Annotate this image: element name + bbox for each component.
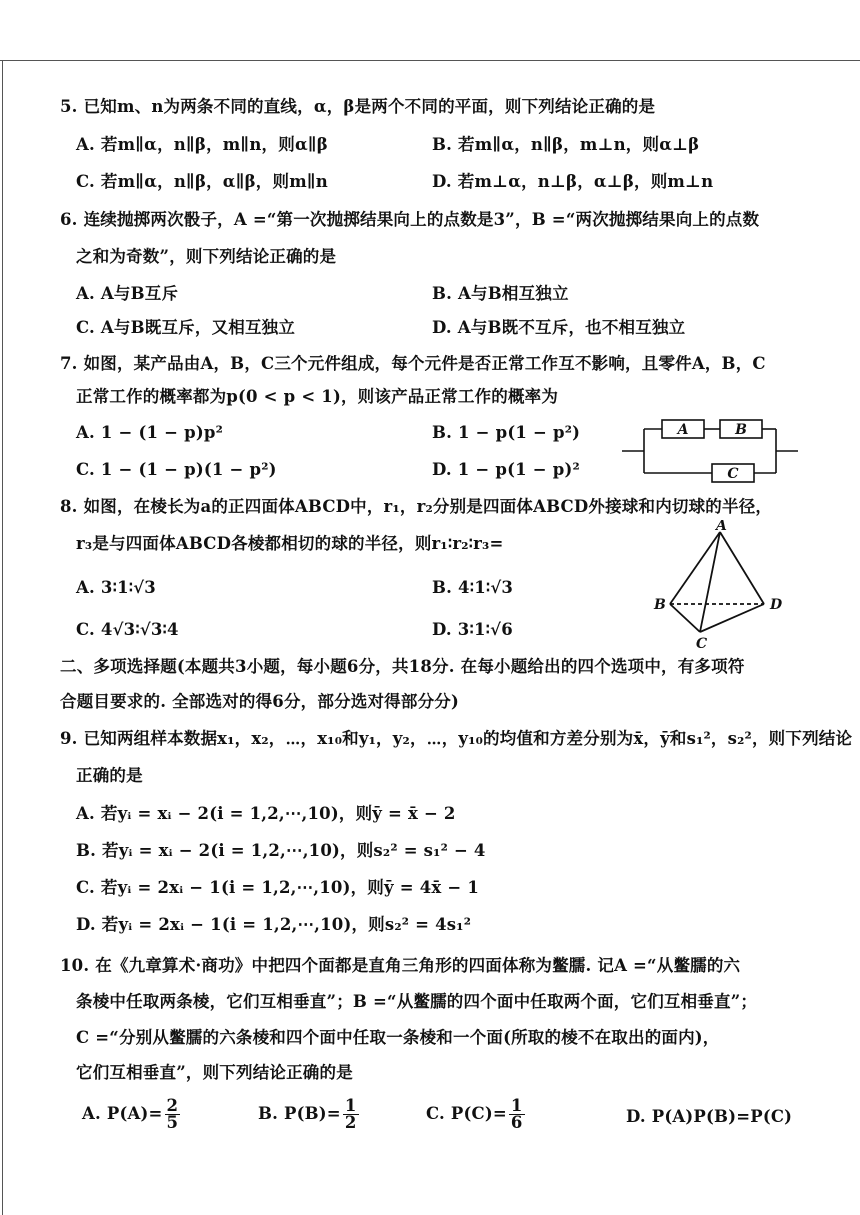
section2-heading-line2: 合题目要求的. 全部选对的得6分，部分选对得部分分) bbox=[60, 692, 459, 711]
q5-option-a: A. 若m∥α，n∥β，m∥n，则α∥β bbox=[76, 135, 328, 154]
q10-stem-line1: 10. 在《九章算术·商功》中把四个面都是直角三角形的四面体称为鳖臑. 记A =“从鳖臑的六 bbox=[60, 956, 741, 975]
component-b-label: B bbox=[735, 422, 747, 438]
q6-stem-line1: 6. 连续抛掷两次骰子，A =“第一次抛掷结果向上的点数是3”，B =“两次抛掷结果向上的点数 bbox=[60, 210, 760, 229]
fraction-denominator: 2 bbox=[344, 1113, 357, 1132]
q9-option-a: A. 若yᵢ = xᵢ − 2(i = 1,2,⋯,10)，则ȳ = x̄ − 2 bbox=[76, 804, 456, 823]
q9-stem-line1: 9. 已知两组样本数据x₁，x₂，⋯，x₁₀和y₁，y₂，⋯，y₁₀的均值和方差分别为x̄，ȳ和s₁²，s₂²，则下列结论 bbox=[60, 729, 853, 748]
fraction-numerator: 1 bbox=[344, 1096, 357, 1115]
section2-heading-line1: 二、多项选择题(本题共3小题，每小题6分，共18分. 在每小题给出的四个选项中，有多项符 bbox=[60, 657, 745, 676]
page-left-border bbox=[2, 60, 3, 1215]
q10-option-b-fraction bbox=[343, 1098, 359, 1131]
component-c-label: C bbox=[727, 466, 739, 482]
fraction-denominator: 6 bbox=[510, 1113, 523, 1132]
q8-stem-line1: 8. 如图，在棱长为a的正四面体ABCD中，r₁，r₂分别是四面体ABCD外接球和内切球的半径， bbox=[60, 497, 773, 516]
tetrahedron-diagram bbox=[650, 520, 790, 652]
q10-stem-line3: C =“分别从鳖臑的六条棱和四个面中任取一条棱和一个面(所取的棱不在取出的面内)， bbox=[76, 1028, 720, 1047]
q9-option-b: B. 若yᵢ = xᵢ − 2(i = 1,2,⋯,10)，则s₂² = s₁² − 4 bbox=[76, 841, 486, 860]
q7-option-a: A. 1 − (1 − p)p² bbox=[76, 423, 223, 442]
fraction-numerator: 1 bbox=[510, 1096, 523, 1115]
q5-option-c: C. 若m∥α，n∥β，α∥β，则m∥n bbox=[76, 172, 328, 191]
q5-option-b: B. 若m∥α，n∥β，m⊥n，则α⊥β bbox=[432, 135, 700, 154]
fraction-numerator: 2 bbox=[166, 1096, 179, 1115]
q6-option-d: D. A与B既不互斥，也不相互独立 bbox=[432, 318, 686, 337]
q7-option-c: C. 1 − (1 − p)(1 − p²) bbox=[76, 460, 277, 479]
fraction-denominator: 5 bbox=[166, 1113, 179, 1132]
q7-option-d: D. 1 − p(1 − p)² bbox=[432, 460, 580, 479]
q10-option-c bbox=[426, 1098, 527, 1131]
q9-option-c: C. 若yᵢ = 2xᵢ − 1(i = 1,2,⋯,10)，则ȳ = 4x̄ − 1 bbox=[76, 878, 480, 897]
q5-stem: 5. 已知m、n为两条不同的直线，α，β是两个不同的平面，则下列结论正确的是 bbox=[60, 97, 656, 116]
q7-stem-line1: 7. 如图，某产品由A，B，C三个元件组成，每个元件是否正常工作互不影响，且零件A，B，C bbox=[60, 354, 766, 373]
q10-stem-line2: 条棱中任取两条棱，它们互相垂直”；B =“从鳖臑的四个面中任取两个面，它们互相垂直”； bbox=[76, 992, 758, 1011]
q10-option-c-fraction bbox=[509, 1098, 525, 1131]
q6-stem-line2: 之和为奇数”，则下列结论正确的是 bbox=[76, 247, 337, 266]
q8-option-d: D. 3∶1∶√6 bbox=[432, 620, 513, 639]
vertex-c-label: C bbox=[696, 636, 708, 652]
page-top-border bbox=[0, 60, 860, 61]
q6-option-a: A. A与B互斥 bbox=[76, 284, 179, 303]
q10-option-b bbox=[258, 1098, 361, 1131]
q8-option-b: B. 4∶1∶√3 bbox=[432, 578, 514, 597]
q10-option-a bbox=[82, 1098, 182, 1131]
q10-stem-line4: 它们互相垂直”，则下列结论正确的是 bbox=[76, 1063, 353, 1082]
q8-option-a: A. 3∶1∶√3 bbox=[76, 578, 156, 597]
q8-option-c: C. 4√3∶√3∶4 bbox=[76, 620, 179, 639]
q10-option-a-prefix: A. P(A)= bbox=[82, 1104, 163, 1123]
q10-option-c-prefix: C. P(C)= bbox=[426, 1104, 507, 1123]
q7-stem-line2: 正常工作的概率都为p(0 < p < 1)，则该产品正常工作的概率为 bbox=[76, 387, 559, 406]
q10-option-a-fraction bbox=[165, 1098, 181, 1131]
vertex-b-label: B bbox=[654, 597, 666, 613]
q10-option-d: D. P(A)P(B)=P(C) bbox=[626, 1107, 793, 1126]
vertex-d-label: D bbox=[770, 597, 783, 613]
q9-stem-line2: 正确的是 bbox=[76, 766, 143, 785]
component-a-label: A bbox=[677, 422, 689, 438]
q7-option-b: B. 1 − p(1 − p²) bbox=[432, 423, 581, 442]
q10-option-b-prefix: B. P(B)= bbox=[258, 1104, 341, 1123]
vertex-a-label: A bbox=[716, 520, 727, 534]
q8-stem-line2: r₃是与四面体ABCD各棱都相切的球的半径，则r₁∶r₂∶r₃= bbox=[76, 534, 504, 553]
q9-option-d: D. 若yᵢ = 2xᵢ − 1(i = 1,2,⋯,10)，则s₂² = 4s₁² bbox=[76, 915, 472, 934]
q6-option-c: C. A与B既互斥，又相互独立 bbox=[76, 318, 296, 337]
q6-option-b: B. A与B相互独立 bbox=[432, 284, 569, 303]
circuit-diagram bbox=[622, 415, 800, 487]
q5-option-d: D. 若m⊥α，n⊥β，α⊥β，则m⊥n bbox=[432, 172, 714, 191]
